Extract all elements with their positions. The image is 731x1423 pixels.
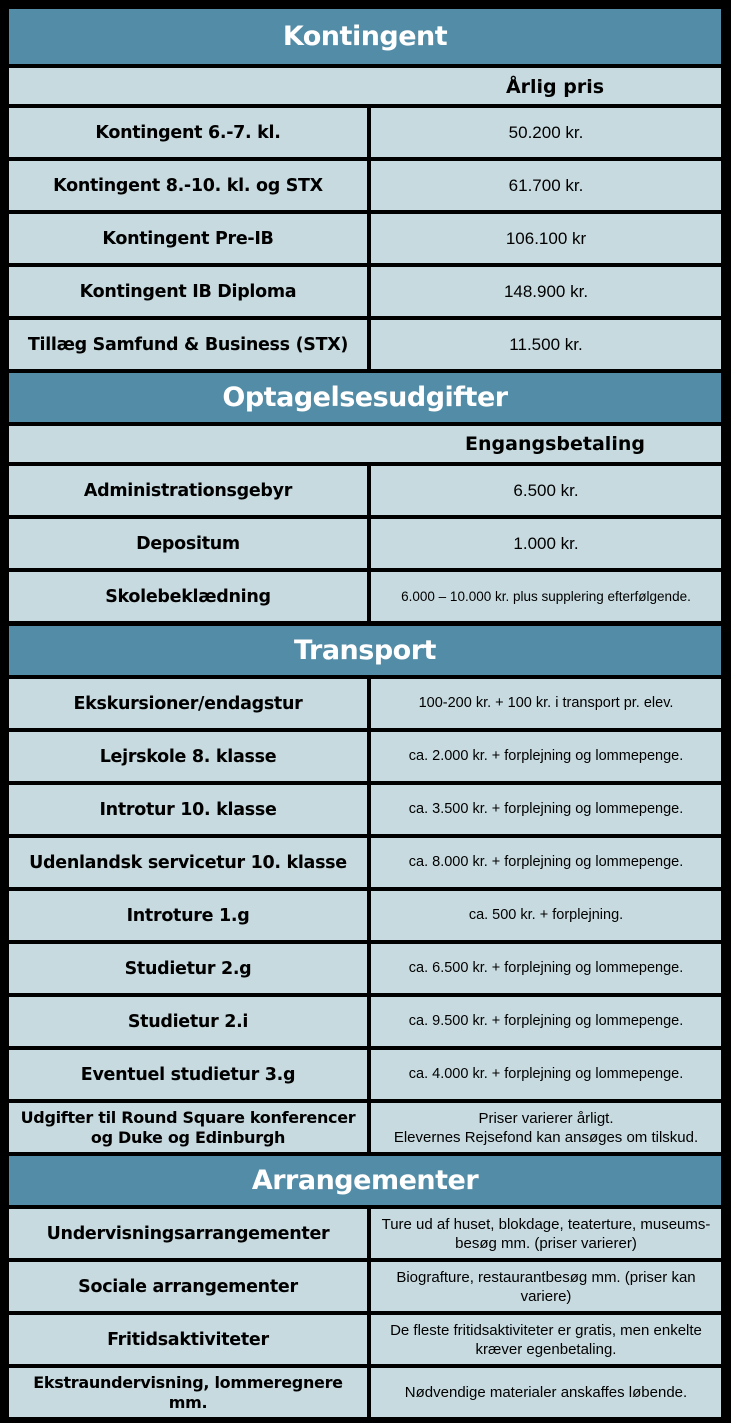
row-value: Ture ud af huset, blokdage, teaterture, museums-besøg mm. (priser varierer) bbox=[371, 1209, 721, 1258]
row-label: Introtur 10. klasse bbox=[9, 785, 367, 834]
row-value: 50.200 kr. bbox=[371, 108, 721, 157]
column-header-annual-price: Årlig pris bbox=[505, 76, 605, 98]
row-label: Kontingent IB Diploma bbox=[9, 267, 367, 316]
row-label: Depositum bbox=[9, 519, 367, 568]
row-value: Priser varierer årligt. Elevernes Rejsefond kan ansøges om tilskud. bbox=[371, 1103, 721, 1152]
row-label: Ekstraundervisning, lommeregnere mm. bbox=[9, 1368, 367, 1417]
row-label: Studietur 2.i bbox=[9, 997, 367, 1046]
row-label: Fritidsaktiviteter bbox=[9, 1315, 367, 1364]
row-value: De fleste fritidsaktiviteter er gratis, men enkelte kræver egenbetaling. bbox=[371, 1315, 721, 1364]
row-value: 61.700 kr. bbox=[371, 161, 721, 210]
row-value: 148.900 kr. bbox=[371, 267, 721, 316]
row-label: Administrationsgebyr bbox=[9, 466, 367, 515]
row-label: Undervisningsarrangementer bbox=[9, 1209, 367, 1258]
row-value: Biografture, restaurantbesøg mm. (priser kan variere) bbox=[371, 1262, 721, 1311]
section-header-arrangementer: Arrangementer bbox=[9, 1156, 721, 1205]
row-label: Lejrskole 8. klasse bbox=[9, 732, 367, 781]
row-label: Ekskursioner/endagstur bbox=[9, 679, 367, 728]
row-value: ca. 3.500 kr. + forplejning og lommepenge. bbox=[371, 785, 721, 834]
row-label: Skolebeklædning bbox=[9, 572, 367, 621]
row-value: ca. 6.500 kr. + forplejning og lommepenge. bbox=[371, 944, 721, 993]
row-value: 6.500 kr. bbox=[371, 466, 721, 515]
row-label: Sociale arrangementer bbox=[9, 1262, 367, 1311]
row-label: Udgifter til Round Square konferencer og Duke og Edinburgh bbox=[9, 1103, 367, 1152]
row-value: 1.000 kr. bbox=[371, 519, 721, 568]
row-value: ca. 500 kr. + forplejning. bbox=[371, 891, 721, 940]
row-label: Introture 1.g bbox=[9, 891, 367, 940]
row-label: Kontingent 8.-10. kl. og STX bbox=[9, 161, 367, 210]
subheader-row-kontingent bbox=[9, 68, 721, 104]
subheader-row-optagelse bbox=[9, 426, 721, 462]
row-value: 100-200 kr. + 100 kr. i transport pr. elev. bbox=[371, 679, 721, 728]
row-label: Kontingent Pre-IB bbox=[9, 214, 367, 263]
row-value: ca. 2.000 kr. + forplejning og lommepenge. bbox=[371, 732, 721, 781]
row-value: Nødvendige materialer anskaffes løbende. bbox=[371, 1368, 721, 1417]
section-header-kontingent: Kontingent bbox=[9, 9, 721, 64]
row-value: ca. 9.500 kr. + forplejning og lommepenge. bbox=[371, 997, 721, 1046]
row-label: Eventuel studietur 3.g bbox=[9, 1050, 367, 1099]
section-header-optagelsesudgifter: Optagelsesudgifter bbox=[9, 373, 721, 422]
row-value: 6.000 – 10.000 kr. plus supplering efterfølgende. bbox=[371, 572, 721, 621]
section-header-transport: Transport bbox=[9, 626, 721, 675]
row-label: Udenlandsk servicetur 10. klasse bbox=[9, 838, 367, 887]
row-value: 106.100 kr bbox=[371, 214, 721, 263]
row-value: ca. 8.000 kr. + forplejning og lommepenge. bbox=[371, 838, 721, 887]
row-label: Kontingent 6.-7. kl. bbox=[9, 108, 367, 157]
row-value: ca. 4.000 kr. + forplejning og lommepenge. bbox=[371, 1050, 721, 1099]
row-label: Studietur 2.g bbox=[9, 944, 367, 993]
row-label: Tillæg Samfund & Business (STX) bbox=[9, 320, 367, 369]
column-header-one-time-payment: Engangsbetaling bbox=[465, 433, 645, 455]
row-value: 11.500 kr. bbox=[371, 320, 721, 369]
